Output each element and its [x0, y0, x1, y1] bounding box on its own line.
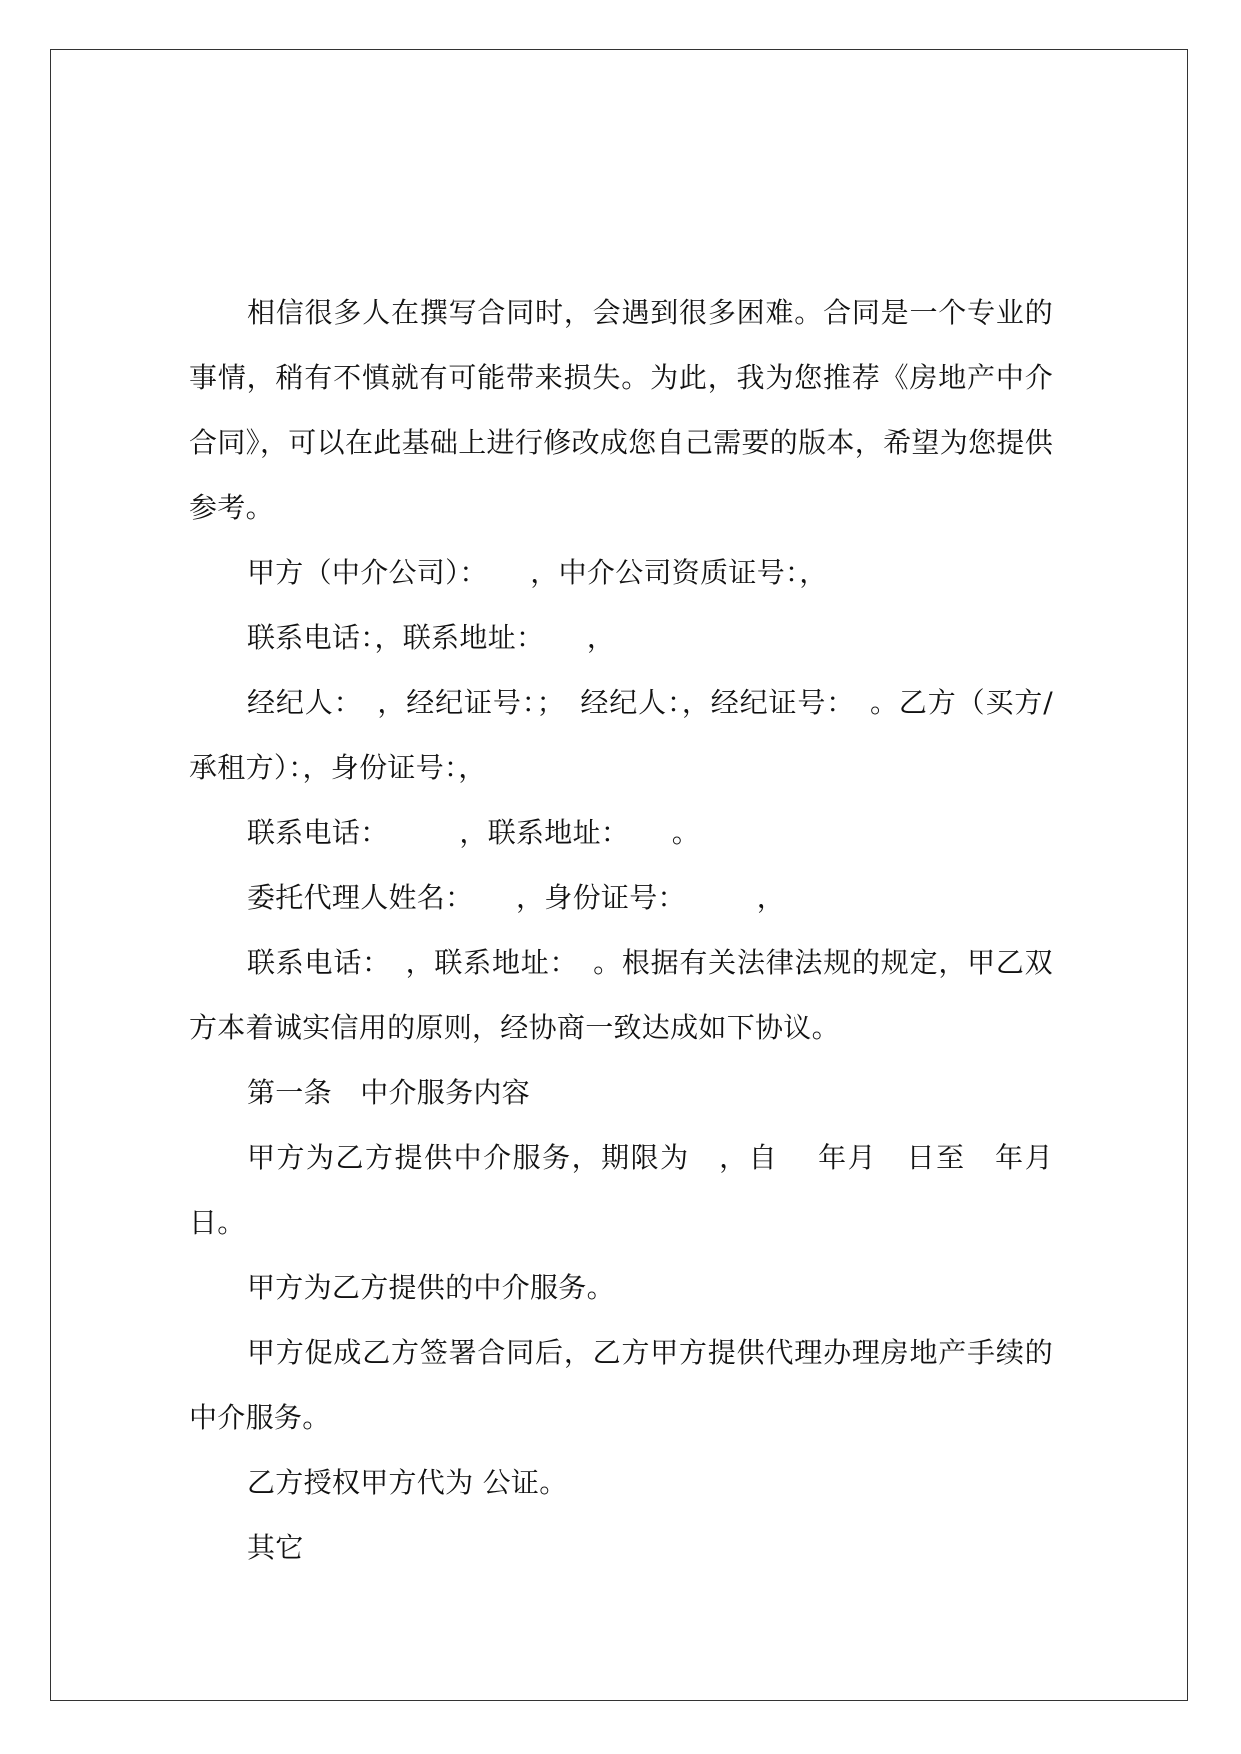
proxy-line: 委托代理人姓名： ，身份证号： ，	[247, 881, 786, 914]
service-term-line: 甲方为乙方提供中介服务，期限为 ，自 年月 日至 年月日。	[189, 1141, 1053, 1239]
intro-paragraph: 相信很多人在撰写合同时，会遇到很多困难。合同是一个专业的事情，稍有不慎就有可能带来损失。为此，我为您推荐《房地产中介合同》，可以在此基础上进行修改成您自己需要的版本，希望为您提供参考。	[189, 296, 1053, 524]
party-a-contact-line: 联系电话：，联系地址： ，	[247, 621, 616, 654]
service-provided-line: 甲方为乙方提供的中介服务。	[247, 1271, 615, 1304]
party-b-contact-line: 联系电话： ，联系地址： 。	[247, 816, 701, 849]
other-line: 其它	[247, 1531, 304, 1564]
document-body	[189, 280, 1053, 1580]
party-a-line: 甲方（中介公司）： ，中介公司资质证号：，	[247, 556, 828, 589]
agent-and-party-b-line: 经纪人： ，经纪证号：； 经纪人：，经纪证号： 。乙方（买方/承租方）：，身份证号：，	[189, 686, 1053, 784]
proxy-contact-line: 联系电话： ，联系地址： 。根据有关法律法规的规定，甲乙双方本着诚实信用的原则，经协商一致达成如下协议。	[189, 946, 1053, 1044]
agency-procedures-line: 甲方促成乙方签署合同后，乙方甲方提供代理办理房地产手续的中介服务。	[189, 1336, 1053, 1434]
notarization-line: 乙方授权甲方代为 公证。	[247, 1466, 568, 1499]
article-one-heading: 第一条 中介服务内容	[247, 1076, 531, 1109]
